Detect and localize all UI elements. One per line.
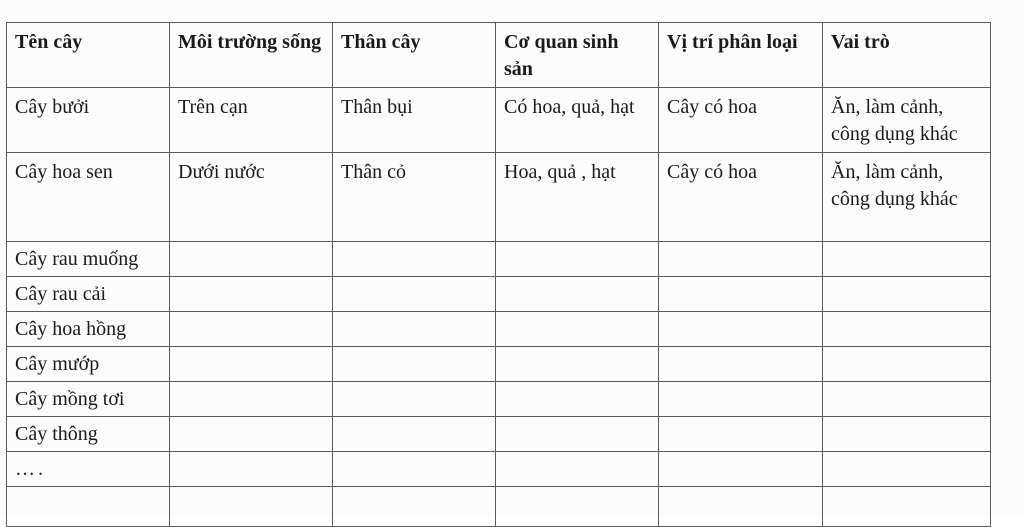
table-cell: Thân bụi (333, 88, 496, 153)
table-cell: …. (7, 452, 170, 487)
header-moi-truong-song: Môi trường sống (170, 23, 333, 88)
header-vai-tro: Vai trò (823, 23, 991, 88)
table-cell: Cây mướp (7, 347, 170, 382)
table-cell (496, 242, 659, 277)
table-row (7, 242, 991, 277)
table-cell (823, 312, 991, 347)
table-cell (333, 417, 496, 452)
header-co-quan-sinh-san: Cơ quan sinh sản (496, 23, 659, 88)
table-cell (496, 347, 659, 382)
table-cell (496, 277, 659, 312)
table-cell: Cây rau muống (7, 242, 170, 277)
plant-classification-table (6, 22, 991, 527)
header-vi-tri-phan-loai: Vị trí phân loại (659, 23, 823, 88)
table-row (7, 487, 991, 527)
table-cell (659, 277, 823, 312)
table-cell (823, 347, 991, 382)
table-cell (659, 312, 823, 347)
table-row (7, 88, 991, 153)
table-cell (170, 417, 333, 452)
table-cell (823, 242, 991, 277)
table-cell (170, 487, 333, 527)
table-cell: Trên cạn (170, 88, 333, 153)
table-cell: Dưới nước (170, 153, 333, 242)
table-cell (823, 277, 991, 312)
table-cell (170, 277, 333, 312)
table-cell (333, 382, 496, 417)
table-cell (496, 452, 659, 487)
table-cell: Thân cỏ (333, 153, 496, 242)
table-cell: Cây bưởi (7, 88, 170, 153)
table-cell (170, 452, 333, 487)
table-cell (333, 452, 496, 487)
table-cell: Ăn, làm cảnh, công dụng khác (823, 88, 991, 153)
table-cell: Ăn, làm cảnh, công dụng khác (823, 153, 991, 242)
table-cell (823, 487, 991, 527)
table-cell (7, 487, 170, 527)
table-cell (659, 382, 823, 417)
table-cell: Hoa, quả , hạt (496, 153, 659, 242)
table-cell: Cây thông (7, 417, 170, 452)
table-header-row (7, 23, 991, 88)
table-cell: Cây hoa sen (7, 153, 170, 242)
table-cell (333, 312, 496, 347)
table-cell (823, 417, 991, 452)
table-cell (333, 242, 496, 277)
table-cell (659, 487, 823, 527)
header-ten-cay: Tên cây (7, 23, 170, 88)
table-cell: Cây có hoa (659, 88, 823, 153)
table-cell (659, 242, 823, 277)
table-cell (170, 382, 333, 417)
table-cell (823, 382, 991, 417)
table-cell (496, 487, 659, 527)
table-row (7, 417, 991, 452)
table-row (7, 312, 991, 347)
table-row (7, 153, 991, 242)
table-cell (333, 487, 496, 527)
table-cell: Cây mồng tơi (7, 382, 170, 417)
table-cell (170, 312, 333, 347)
table-cell (659, 452, 823, 487)
table-cell (659, 347, 823, 382)
table-cell (170, 242, 333, 277)
table-cell (333, 277, 496, 312)
table-cell: Có hoa, quả, hạt (496, 88, 659, 153)
table-cell (333, 347, 496, 382)
table-cell: Cây rau cải (7, 277, 170, 312)
table-row (7, 347, 991, 382)
table-row (7, 277, 991, 312)
table-cell: Cây có hoa (659, 153, 823, 242)
table-row (7, 382, 991, 417)
table-row (7, 452, 991, 487)
table-cell (659, 417, 823, 452)
table-cell (496, 417, 659, 452)
header-than-cay: Thân cây (333, 23, 496, 88)
table-cell (496, 382, 659, 417)
table-cell (496, 312, 659, 347)
table-cell (823, 452, 991, 487)
table-cell (170, 347, 333, 382)
table-cell: Cây hoa hồng (7, 312, 170, 347)
